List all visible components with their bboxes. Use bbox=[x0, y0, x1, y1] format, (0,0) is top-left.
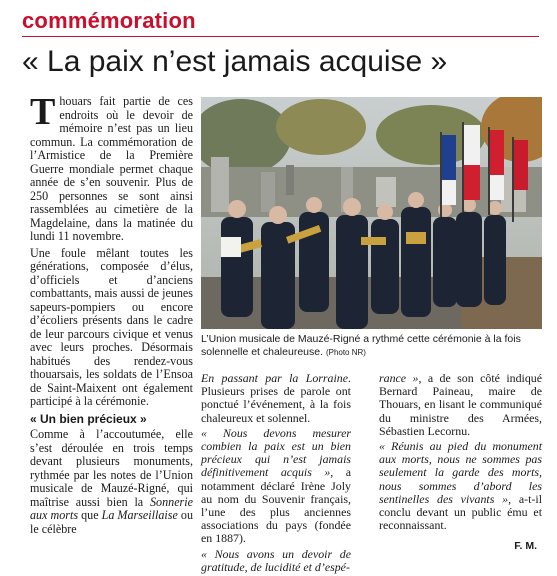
caption-text: L’Union musicale de Mauzé-Rigné a rythmé cette cérémonie à la fois solennelle et chaleureuse. bbox=[201, 333, 521, 358]
paragraph-3-end: ou le célèbre bbox=[30, 508, 194, 536]
dropcap: T bbox=[30, 91, 56, 133]
column-2-quote-1: « Nous devons mesurer combien la paix est un bien précieux qui n’est jamais définitivement acquis » bbox=[201, 425, 351, 480]
column-2-text-2: , a notamment déclaré Irène Joly au nom du Souvenir français, l’une des plus anciennes associations du pays (fondée en 1887). bbox=[201, 465, 351, 546]
column-2-quote-2: « Nous avons un devoir de gratitude, de lucidité et d’espé- bbox=[201, 546, 351, 574]
ceremony-photo bbox=[201, 97, 542, 329]
rubric: commémoration bbox=[22, 8, 196, 33]
article-column-1 bbox=[30, 91, 194, 539]
column-2-paragraph-1 bbox=[201, 372, 351, 425]
ceremony-photo-illustration bbox=[201, 97, 542, 329]
lead-text: houars fait partie de ces endroits où le devoir de mémoire n’est pas un lieu commun. La commémoration de l’Armistice de la Première Guerre mondiale permet chaque année de s’en souvenir. Plus de 250 personnes se sont ainsi rassemblées au cimetière de la Magdelaine, dans la matinée du lundi 11 novembre. bbox=[30, 94, 193, 243]
headline: « La paix n’est jamais acquise » bbox=[22, 45, 448, 78]
paragraph-3-italic-1: Sonnerie aux morts bbox=[30, 494, 193, 522]
paragraph-3-mid: que bbox=[78, 508, 102, 522]
article-column-2 bbox=[201, 372, 351, 576]
column-3-quote-1: « Réunis au pied du monument aux morts, nous ne sommes pas seulement la garde des morts, nous sommes d’abord les sentinelles des vivants » bbox=[379, 439, 542, 506]
author-signature: F. M. bbox=[514, 540, 537, 552]
paragraph-3-text: Comme à l’accoutumée, elle s’est déroulée en trois temps devant plusieurs monuments, rythmée par les notes de l’Union musicale de Mauzé-Rigné, qui maîtrise aussi bien la bbox=[30, 427, 193, 509]
lead-paragraph bbox=[30, 91, 193, 244]
photo-credit: (Photo NR) bbox=[325, 348, 366, 357]
paragraph-3 bbox=[30, 428, 193, 536]
column-3-text-1: , a de son côté indiqué Bernard Paineau, maire de Thouars, en lisant le communiqué du ministre des Armées, Sébastien Lecornu. bbox=[379, 371, 542, 438]
column-3-paragraph-2 bbox=[379, 440, 542, 532]
column-2-paragraph-3 bbox=[201, 548, 351, 574]
column-3-paragraph-1 bbox=[379, 372, 542, 438]
column-3-italic-1: rance » bbox=[379, 371, 419, 385]
paragraph-3-italic-2: La Marseillaise bbox=[101, 508, 178, 522]
column-2-text-1: . Plusieurs prises de parole ont ponctué l’événement, à la fois chaleureux et solennel. bbox=[201, 371, 351, 425]
column-3-text-2: , a-t-il conclu devant un public ému et reconnaissant. bbox=[379, 491, 542, 533]
column-2-paragraph-2 bbox=[201, 427, 351, 546]
photo-caption bbox=[201, 333, 542, 359]
article-column-3 bbox=[379, 372, 542, 534]
rubric-divider bbox=[22, 36, 539, 37]
column-2-italic-1: En passant par la Lorraine bbox=[201, 371, 349, 385]
paragraph-2: Une foule mêlant toutes les générations, composée d’élus, d’officiels et d’anciens combattants, mais aussi de jeunes sapeurs-pompiers ou encore d’écoliers présents dans le cadre de leur parcours civique et venus avec leurs proches. Désormais habitués des rendez-vous thouarsais, les soldats de l’Ensoa de Saint-Maixent ont également participé à la cérémonie. bbox=[30, 245, 193, 408]
subhead: « Un bien précieux » bbox=[30, 411, 147, 426]
